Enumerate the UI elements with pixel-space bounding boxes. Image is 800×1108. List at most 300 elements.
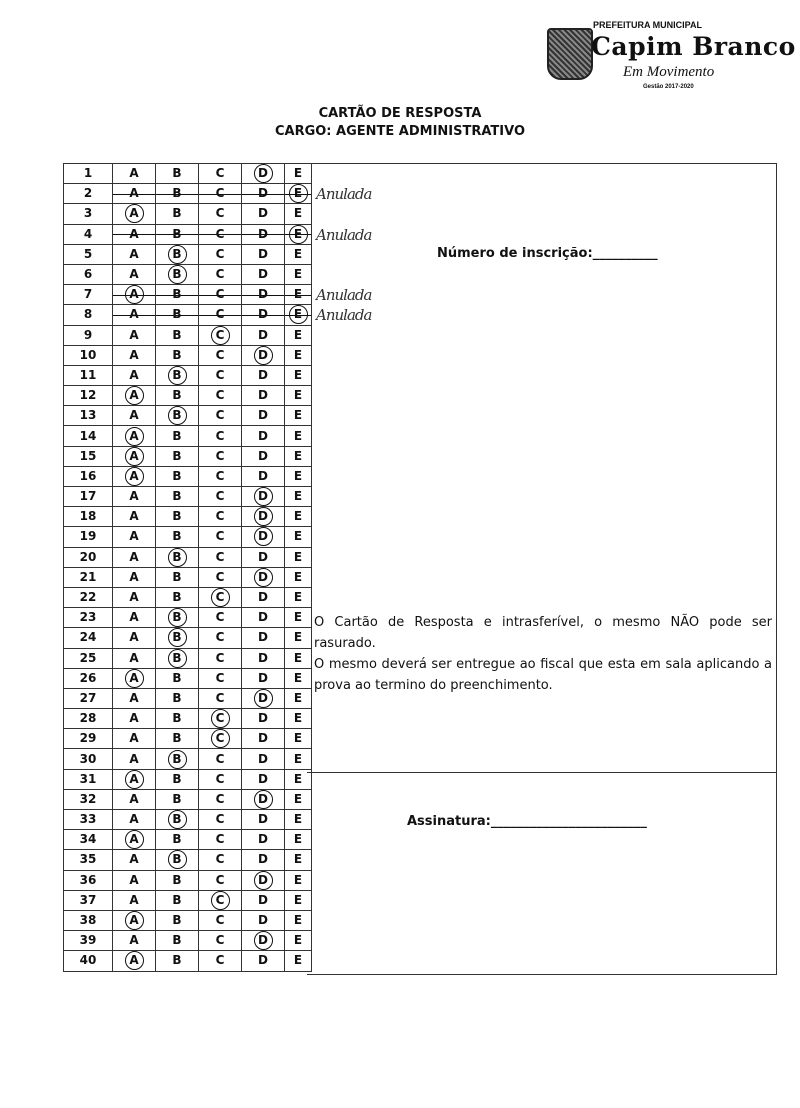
marked-option: D	[254, 507, 273, 526]
option-label: C	[215, 347, 225, 362]
option-b[interactable]	[156, 305, 199, 325]
question-number: 40	[64, 951, 113, 971]
option-c[interactable]	[199, 365, 242, 385]
option-label: B	[172, 569, 182, 584]
question-number: 28	[64, 709, 113, 729]
option-label: E	[293, 650, 303, 665]
option-a[interactable]	[113, 264, 156, 284]
option-b[interactable]	[156, 406, 199, 426]
option-label: E	[293, 509, 303, 524]
option-a[interactable]	[113, 850, 156, 870]
option-c[interactable]	[199, 466, 242, 486]
option-a[interactable]	[113, 446, 156, 466]
option-a[interactable]	[113, 890, 156, 910]
answer-row	[64, 446, 312, 466]
option-c[interactable]	[199, 688, 242, 708]
option-d[interactable]	[242, 264, 285, 284]
question-number: 39	[64, 931, 113, 951]
option-a[interactable]	[113, 810, 156, 830]
option-a[interactable]	[113, 830, 156, 850]
option-label: A	[129, 791, 139, 806]
option-a[interactable]	[113, 285, 156, 305]
option-label: D	[258, 287, 268, 302]
option-b[interactable]	[156, 527, 199, 547]
answer-row	[64, 890, 312, 910]
option-d[interactable]	[242, 890, 285, 910]
option-c[interactable]	[199, 325, 242, 345]
option-a[interactable]	[113, 931, 156, 951]
marked-option: D	[254, 164, 273, 183]
option-label: B	[172, 287, 182, 302]
option-label: E	[293, 388, 303, 403]
option-d[interactable]	[242, 830, 285, 850]
option-label: E	[293, 872, 303, 887]
option-b[interactable]	[156, 810, 199, 830]
option-a[interactable]	[113, 951, 156, 971]
option-c[interactable]	[199, 446, 242, 466]
option-c[interactable]	[199, 587, 242, 607]
option-d[interactable]	[242, 285, 285, 305]
option-label: C	[215, 953, 225, 968]
option-d[interactable]	[242, 244, 285, 264]
question-number: 34	[64, 830, 113, 850]
strike-line	[113, 194, 155, 195]
marked-option: A	[125, 285, 144, 304]
option-a[interactable]	[113, 487, 156, 507]
question-number: 27	[64, 688, 113, 708]
option-label: D	[258, 751, 268, 766]
option-label: D	[258, 246, 268, 261]
option-b[interactable]	[156, 466, 199, 486]
option-label: E	[293, 751, 303, 766]
option-b[interactable]	[156, 890, 199, 910]
option-d[interactable]	[242, 547, 285, 567]
option-a[interactable]	[113, 749, 156, 769]
option-label: B	[172, 590, 182, 605]
option-label: D	[258, 650, 268, 665]
option-a[interactable]	[113, 345, 156, 365]
option-label: B	[172, 670, 182, 685]
option-d[interactable]	[242, 910, 285, 930]
option-c[interactable]	[199, 184, 242, 204]
option-b[interactable]	[156, 668, 199, 688]
option-b[interactable]	[156, 386, 199, 406]
option-b[interactable]	[156, 769, 199, 789]
option-d[interactable]	[242, 325, 285, 345]
marked-option: E	[289, 184, 308, 203]
option-a[interactable]	[113, 184, 156, 204]
option-d[interactable]	[242, 184, 285, 204]
answer-row	[64, 285, 312, 305]
option-label: D	[258, 388, 268, 403]
option-c[interactable]	[199, 426, 242, 446]
option-label: C	[215, 812, 225, 827]
option-c[interactable]	[199, 527, 242, 547]
option-a[interactable]	[113, 648, 156, 668]
option-c[interactable]	[199, 224, 242, 244]
option-c[interactable]	[199, 547, 242, 567]
option-a[interactable]	[113, 729, 156, 749]
option-d[interactable]	[242, 386, 285, 406]
strike-line	[156, 194, 198, 195]
option-label: A	[129, 246, 139, 261]
option-label: E	[293, 933, 303, 948]
option-label: A	[129, 509, 139, 524]
page-title: CARTÃO DE RESPOSTA	[318, 106, 482, 121]
marked-option: D	[254, 346, 273, 365]
answer-row	[64, 729, 312, 749]
marked-option: A	[125, 830, 144, 849]
option-a[interactable]	[113, 567, 156, 587]
option-label: A	[129, 610, 139, 625]
option-d[interactable]	[242, 305, 285, 325]
option-c[interactable]	[199, 789, 242, 809]
option-b[interactable]	[156, 244, 199, 264]
option-a[interactable]	[113, 406, 156, 426]
option-label: D	[258, 610, 268, 625]
option-d[interactable]	[242, 567, 285, 587]
annulled-note: Anulada	[316, 306, 372, 325]
option-c[interactable]	[199, 487, 242, 507]
option-b[interactable]	[156, 729, 199, 749]
option-label: E	[293, 166, 303, 181]
option-d[interactable]	[242, 688, 285, 708]
option-label: B	[172, 731, 182, 746]
option-c[interactable]	[199, 729, 242, 749]
option-label: D	[258, 630, 268, 645]
marked-option: E	[289, 225, 308, 244]
option-label: E	[293, 731, 303, 746]
marked-option: A	[125, 669, 144, 688]
option-d[interactable]	[242, 709, 285, 729]
option-label: E	[293, 892, 303, 907]
option-c[interactable]	[199, 830, 242, 850]
option-a[interactable]	[113, 386, 156, 406]
option-b[interactable]	[156, 325, 199, 345]
option-b[interactable]	[156, 487, 199, 507]
question-number: 18	[64, 507, 113, 527]
registration-number-field[interactable]: Número de inscrição:__________	[437, 246, 658, 261]
option-c[interactable]	[199, 709, 242, 729]
option-label: E	[293, 489, 303, 504]
option-b[interactable]	[156, 426, 199, 446]
option-b[interactable]	[156, 709, 199, 729]
option-a[interactable]	[113, 305, 156, 325]
option-a[interactable]	[113, 910, 156, 930]
option-label: D	[258, 267, 268, 282]
answer-row	[64, 487, 312, 507]
option-a[interactable]	[113, 769, 156, 789]
option-d[interactable]	[242, 628, 285, 648]
option-b[interactable]	[156, 951, 199, 971]
option-a[interactable]	[113, 688, 156, 708]
option-label: B	[172, 489, 182, 504]
option-d[interactable]	[242, 608, 285, 628]
option-c[interactable]	[199, 345, 242, 365]
option-a[interactable]	[113, 507, 156, 527]
option-label: E	[293, 448, 303, 463]
option-c[interactable]	[199, 507, 242, 527]
option-d[interactable]	[242, 204, 285, 224]
option-d[interactable]	[242, 466, 285, 486]
option-label: B	[172, 690, 182, 705]
answer-row	[64, 931, 312, 951]
option-label: C	[215, 468, 225, 483]
option-b[interactable]	[156, 850, 199, 870]
option-label: B	[172, 468, 182, 483]
option-a[interactable]	[113, 204, 156, 224]
option-d[interactable]	[242, 507, 285, 527]
option-label: C	[215, 610, 225, 625]
option-b[interactable]	[156, 365, 199, 385]
municipality-logo	[545, 20, 796, 100]
option-a[interactable]	[113, 164, 156, 184]
option-label: E	[293, 569, 303, 584]
option-c[interactable]	[199, 628, 242, 648]
option-b[interactable]	[156, 204, 199, 224]
question-number: 26	[64, 668, 113, 688]
logo-line2: Capim Branco	[591, 32, 796, 61]
option-b[interactable]	[156, 931, 199, 951]
question-number: 30	[64, 749, 113, 769]
option-label: C	[215, 569, 225, 584]
marked-option: A	[125, 467, 144, 486]
marked-option: C	[211, 891, 230, 910]
answer-row	[64, 648, 312, 668]
option-d[interactable]	[242, 668, 285, 688]
answer-row	[64, 810, 312, 830]
option-c[interactable]	[199, 668, 242, 688]
option-c[interactable]	[199, 164, 242, 184]
question-number: 37	[64, 890, 113, 910]
option-a[interactable]	[113, 668, 156, 688]
option-label: A	[129, 751, 139, 766]
marked-option: D	[254, 931, 273, 950]
option-b[interactable]	[156, 285, 199, 305]
option-c[interactable]	[199, 285, 242, 305]
option-c[interactable]	[199, 890, 242, 910]
option-b[interactable]	[156, 184, 199, 204]
answer-row	[64, 204, 312, 224]
option-label: A	[129, 590, 139, 605]
marked-option: C	[211, 729, 230, 748]
option-b[interactable]	[156, 164, 199, 184]
option-label: C	[215, 428, 225, 443]
option-label: E	[293, 529, 303, 544]
option-a[interactable]	[113, 608, 156, 628]
question-number: 16	[64, 466, 113, 486]
question-number: 35	[64, 850, 113, 870]
option-label: D	[258, 731, 268, 746]
option-a[interactable]	[113, 325, 156, 345]
strike-line	[113, 315, 155, 316]
option-label: E	[293, 953, 303, 968]
strike-line	[242, 315, 284, 316]
marked-option: B	[168, 245, 187, 264]
option-d[interactable]	[242, 365, 285, 385]
option-b[interactable]	[156, 789, 199, 809]
option-label: D	[258, 327, 268, 342]
option-a[interactable]	[113, 244, 156, 264]
option-d[interactable]	[242, 587, 285, 607]
option-d[interactable]	[242, 446, 285, 466]
answer-row	[64, 527, 312, 547]
option-d[interactable]	[242, 527, 285, 547]
question-number: 29	[64, 729, 113, 749]
option-label: E	[293, 852, 303, 867]
option-d[interactable]	[242, 729, 285, 749]
option-label: C	[215, 166, 225, 181]
option-label: B	[172, 186, 182, 201]
option-b[interactable]	[156, 830, 199, 850]
option-d[interactable]	[242, 749, 285, 769]
option-b[interactable]	[156, 264, 199, 284]
option-label: C	[215, 509, 225, 524]
question-number: 25	[64, 648, 113, 668]
answer-row	[64, 547, 312, 567]
option-c[interactable]	[199, 749, 242, 769]
option-label: A	[129, 630, 139, 645]
question-number: 24	[64, 628, 113, 648]
answer-row	[64, 850, 312, 870]
option-label: B	[172, 226, 182, 241]
option-d[interactable]	[242, 487, 285, 507]
option-label: E	[293, 670, 303, 685]
option-c[interactable]	[199, 951, 242, 971]
option-d[interactable]	[242, 951, 285, 971]
option-c[interactable]	[199, 608, 242, 628]
option-label: B	[172, 529, 182, 544]
option-a[interactable]	[113, 870, 156, 890]
option-d[interactable]	[242, 769, 285, 789]
annulled-note: Anulada	[316, 185, 372, 204]
option-b[interactable]	[156, 446, 199, 466]
option-c[interactable]	[199, 870, 242, 890]
option-d[interactable]	[242, 870, 285, 890]
option-b[interactable]	[156, 628, 199, 648]
strike-line	[242, 234, 284, 235]
option-a[interactable]	[113, 466, 156, 486]
option-label: C	[215, 913, 225, 928]
option-c[interactable]	[199, 567, 242, 587]
option-d[interactable]	[242, 426, 285, 446]
question-number: 2	[64, 184, 113, 204]
option-label: E	[293, 206, 303, 221]
option-a[interactable]	[113, 628, 156, 648]
option-b[interactable]	[156, 567, 199, 587]
marked-option: B	[168, 810, 187, 829]
strike-line	[113, 234, 155, 235]
option-d[interactable]	[242, 789, 285, 809]
answer-row	[64, 830, 312, 850]
option-a[interactable]	[113, 789, 156, 809]
option-label: E	[293, 549, 303, 564]
option-c[interactable]	[199, 931, 242, 951]
option-c[interactable]	[199, 305, 242, 325]
option-b[interactable]	[156, 224, 199, 244]
option-b[interactable]	[156, 749, 199, 769]
option-a[interactable]	[113, 224, 156, 244]
option-label: C	[215, 388, 225, 403]
option-label: C	[215, 206, 225, 221]
option-d[interactable]	[242, 810, 285, 830]
option-d[interactable]	[242, 850, 285, 870]
option-label: C	[215, 489, 225, 504]
option-b[interactable]	[156, 870, 199, 890]
option-label: B	[172, 933, 182, 948]
option-label: C	[215, 771, 225, 786]
option-label: D	[258, 832, 268, 847]
option-c[interactable]	[199, 264, 242, 284]
option-label: A	[129, 872, 139, 887]
option-label: C	[215, 226, 225, 241]
option-c[interactable]	[199, 910, 242, 930]
question-number: 32	[64, 789, 113, 809]
option-label: E	[293, 590, 303, 605]
option-b[interactable]	[156, 507, 199, 527]
option-b[interactable]	[156, 345, 199, 365]
option-a[interactable]	[113, 709, 156, 729]
option-d[interactable]	[242, 164, 285, 184]
option-c[interactable]	[199, 769, 242, 789]
option-d[interactable]	[242, 931, 285, 951]
option-label: B	[172, 448, 182, 463]
option-c[interactable]	[199, 406, 242, 426]
option-a[interactable]	[113, 426, 156, 446]
option-label: C	[215, 529, 225, 544]
option-d[interactable]	[242, 224, 285, 244]
marked-option: A	[125, 911, 144, 930]
option-a[interactable]	[113, 547, 156, 567]
option-d[interactable]	[242, 648, 285, 668]
option-c[interactable]	[199, 850, 242, 870]
option-a[interactable]	[113, 527, 156, 547]
option-label: A	[129, 711, 139, 726]
question-number: 14	[64, 426, 113, 446]
option-d[interactable]	[242, 345, 285, 365]
marked-option: C	[211, 588, 230, 607]
question-number: 17	[64, 487, 113, 507]
option-label: B	[172, 872, 182, 887]
signature-field[interactable]: Assinatura:________________________	[407, 814, 647, 829]
option-label: A	[129, 650, 139, 665]
question-number: 5	[64, 244, 113, 264]
option-c[interactable]	[199, 810, 242, 830]
option-label: E	[293, 630, 303, 645]
option-label: A	[129, 408, 139, 423]
option-a[interactable]	[113, 365, 156, 385]
option-b[interactable]	[156, 547, 199, 567]
option-a[interactable]	[113, 587, 156, 607]
option-label: A	[129, 267, 139, 282]
marked-option: D	[254, 527, 273, 546]
option-c[interactable]	[199, 648, 242, 668]
option-c[interactable]	[199, 386, 242, 406]
option-label: D	[258, 367, 268, 382]
option-b[interactable]	[156, 648, 199, 668]
marked-option: B	[168, 265, 187, 284]
info-panel	[307, 163, 777, 975]
option-label: E	[293, 246, 303, 261]
option-d[interactable]	[242, 406, 285, 426]
option-b[interactable]	[156, 608, 199, 628]
option-b[interactable]	[156, 688, 199, 708]
option-c[interactable]	[199, 244, 242, 264]
option-label: C	[215, 690, 225, 705]
option-b[interactable]	[156, 587, 199, 607]
option-c[interactable]	[199, 204, 242, 224]
option-b[interactable]	[156, 910, 199, 930]
